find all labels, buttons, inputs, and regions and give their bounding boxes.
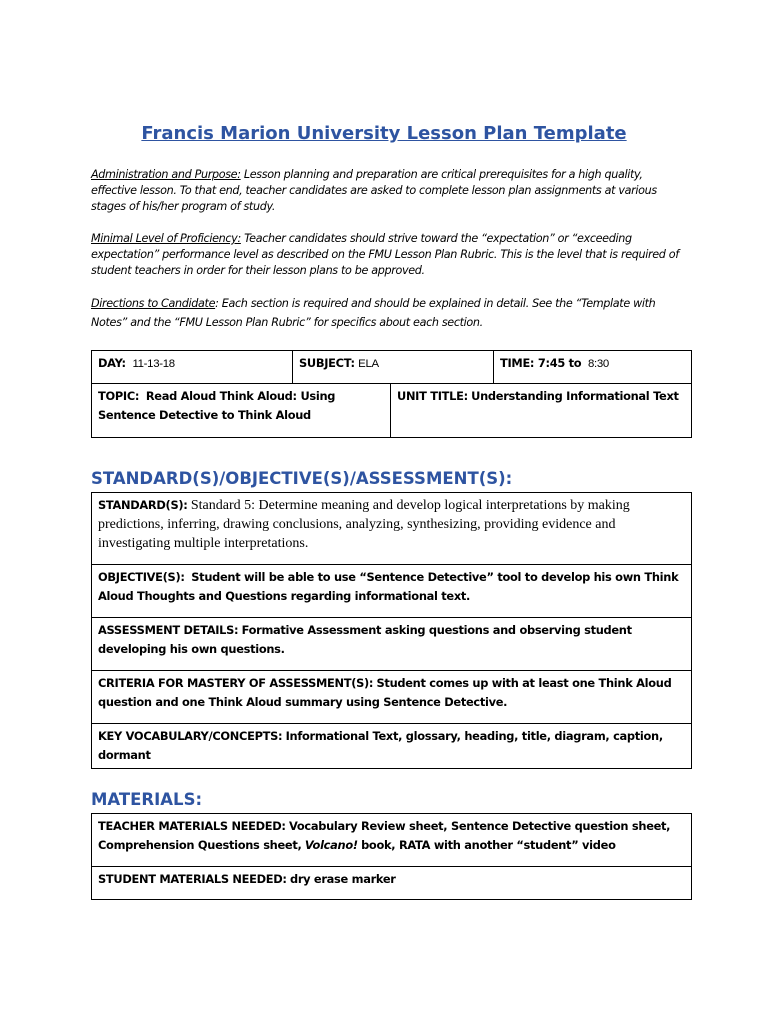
subject-cell [293,351,494,384]
day-label: DAY: [98,356,126,370]
criteria-label: CRITERIA FOR MASTERY OF ASSESSMENT(S): [98,676,374,690]
standards-heading: STANDARD(S)/OBJECTIVE(S)/ASSESSMENT(S): [91,469,513,488]
unit-title-value: Understanding Informational Text [471,389,679,403]
student-materials-cell [92,867,692,900]
objective-value: Student will be able to use “Sentence Detective” tool to develop his own Think Aloud Thoughts and Questions regarding informational text. [98,570,679,603]
teacher-materials-value-end: book, RATA with another “student” video [361,838,616,852]
topic-cell [92,384,391,438]
student-materials-label: STUDENT MATERIALS NEEDED: [98,872,287,886]
directions-paragraph [91,294,681,332]
assessment-value: Formative Assessment asking questions and observing student developing his own questions. [98,623,632,656]
day-value: 11-13-18 [132,358,175,370]
subject-label: SUBJECT: [299,356,355,370]
unit-title-label: UNIT TITLE: [397,389,468,403]
objective-label: OBJECTIVE(S): [98,570,185,584]
topic-unit-table [91,383,692,438]
standard-value: Standard 5: Determine meaning and develop logical interpretations by making predictions, inferring, drawing conclusions, analyzing, synthesizing, providing evidence and investigating multiple interpretations. [98,498,630,551]
standard-cell [92,493,692,565]
criteria-cell [92,671,692,724]
proficiency-text: Teacher candidates should strive toward the “expectation” or “exceeding expectation” performance level as described on the FMU Lesson Plan Rubric. This is the level that is required of student teachers in order for their lesson plans to be approved. [91,232,679,277]
topic-value: Read Aloud Think Aloud: Using Sentence Detective to Think Aloud [98,389,336,422]
proficiency-label: Minimal Level of Proficiency: [91,232,241,245]
admin-purpose-text: Lesson planning and preparation are critical prerequisites for a high quality, effective lesson. To that end, teacher candidates are asked to complete lesson plan assignments at various stages of his/her program of study. [91,168,657,213]
teacher-materials-label: TEACHER MATERIALS NEEDED: [98,819,286,833]
directions-text: : Each section is required and should be explained in detail. See the “Template with Notes” and the “FMU Lesson Plan Rubric” for specifics about each section. [91,297,656,329]
vocabulary-label: KEY VOCABULARY/CONCEPTS: [98,729,283,743]
day-cell [92,351,293,384]
student-materials-value: dry erase marker [289,872,396,886]
time-cell [494,351,692,384]
assessment-cell [92,618,692,671]
page-title: Francis Marion University Lesson Plan Template [141,123,627,144]
time-value: 8:30 [587,358,609,370]
standards-table [91,492,692,769]
directions-label: Directions to Candidate [91,297,216,310]
time-label: TIME: 7:45 to [500,356,582,370]
lesson-info-table [91,350,692,384]
topic-label: TOPIC: [98,389,140,403]
vocabulary-cell [92,724,692,769]
standard-label: STANDARD(S): [98,498,188,512]
materials-heading: MATERIALS: [91,790,203,809]
assessment-label: ASSESSMENT DETAILS: [98,623,239,637]
materials-table [91,813,692,900]
admin-purpose-label: Administration and Purpose: [91,168,241,181]
teacher-materials-book-title: Volcano! [304,838,358,852]
subject-value: ELA [358,358,379,370]
teacher-materials-value: Vocabulary Review sheet, Sentence Detective question sheet, Comprehension Questions sheet, [98,819,671,852]
admin-purpose-paragraph [91,167,681,215]
objective-cell [92,565,692,618]
vocabulary-value: Informational Text, glossary, heading, title, diagram, caption, dormant [98,729,663,762]
criteria-value: Student comes up with at least one Think Aloud question and one Think Aloud summary using Sentence Detective. [98,676,672,709]
proficiency-paragraph [91,231,681,279]
unit-title-cell [391,384,692,438]
teacher-materials-cell [92,814,692,867]
